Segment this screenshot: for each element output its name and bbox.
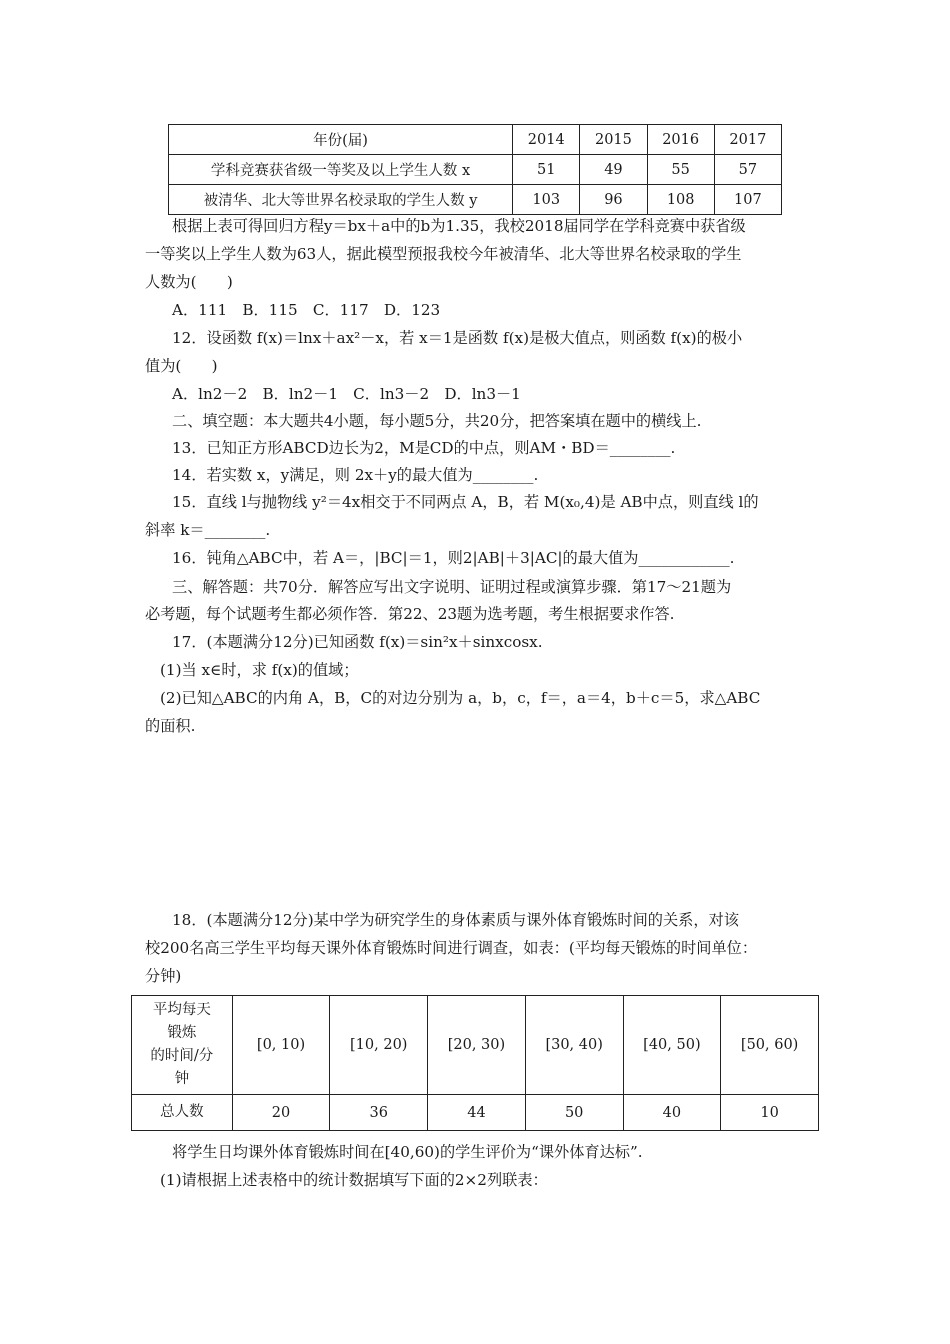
question-12-text: 12．设函数 f(x)＝lnx＋ax²－x，若 x＝1是函数 f(x)是极大值点，则函数 f(x)的极小 <box>172 329 743 347</box>
table-header-cell: 2015 <box>580 125 647 155</box>
table-row <box>169 125 782 155</box>
question-11-options: A．111 B．115 C．117 D．123 <box>172 301 441 319</box>
label-line: 平均每天 <box>152 1002 211 1018</box>
question-17-part-2: 的面积. <box>145 717 196 735</box>
table-row-label: 学科竞赛获省级一等奖及以上学生人数 x <box>169 155 513 185</box>
table-cell: 50 <box>525 1095 623 1131</box>
question-18-text: 校200名高三学生平均每天课外体育锻炼时间进行调查，如表：(平均每天锻炼的时间单位： <box>145 939 758 957</box>
question-17-text: 17．(本题满分12分)已知函数 f(x)＝sin²x＋sinxcosx. <box>172 633 543 651</box>
question-11-text: 根据上表可得回归方程y＝bx＋a中的b为1.35，我校2018届同学在学科竞赛中获省级 <box>172 217 746 235</box>
question-13-text: 13．已知正方形ABCD边长为2，M是CD的中点，则AM・BD＝________. <box>172 439 676 457</box>
table-cell: 20 <box>232 1095 330 1131</box>
label-line: 的时间/分 <box>150 1048 214 1064</box>
table-cell: 40 <box>623 1095 721 1131</box>
question-18-part-1: (1)请根据上述表格中的统计数据填写下面的2×2列联表： <box>160 1171 548 1189</box>
table-header-cell: [40, 50) <box>623 996 721 1095</box>
regression-data-table <box>168 124 782 215</box>
table-header-cell: [0, 10) <box>232 996 330 1095</box>
table-cell: 57 <box>714 155 781 185</box>
table-header-cell: [10, 20) <box>330 996 428 1095</box>
section-heading-solve: 三、解答题：共70分．解答应写出文字说明、证明过程或演算步骤．第17～21题为 <box>172 578 732 596</box>
question-18-text: 将学生日均课外体育锻炼时间在[40,60)的学生评价为“课外体育达标”. <box>172 1143 643 1161</box>
question-15-text: 斜率 k＝________. <box>145 521 271 539</box>
table-header-cell: 2014 <box>513 125 580 155</box>
exercise-time-table <box>131 995 819 1131</box>
table-header-cell: [20, 30) <box>428 996 526 1095</box>
section-heading-fill-in: 二、填空题：本大题共4小题，每小题5分，共20分，把答案填在题中的横线上. <box>172 412 702 430</box>
question-17-part-1: (1)当 x∈时，求 f(x)的值域； <box>160 661 359 679</box>
table-row <box>169 155 782 185</box>
table-row-label: 总人数 <box>132 1095 233 1131</box>
question-11-text: 一等奖以上学生人数为63人，据此模型预报我校今年被清华、北大等世界名校录取的学生 <box>145 245 742 263</box>
table-header-cell: 2017 <box>714 125 781 155</box>
table-cell: 103 <box>513 185 580 215</box>
table-row <box>132 1095 819 1131</box>
question-12-text: 值为( ) <box>145 357 218 375</box>
question-12-options: A．ln2－2 B．ln2－1 C．ln3－2 D．ln3－1 <box>172 385 521 403</box>
table-cell: 108 <box>647 185 714 215</box>
table-header-cell: 2016 <box>647 125 714 155</box>
table-cell: 96 <box>580 185 647 215</box>
table-cell: 44 <box>428 1095 526 1131</box>
table-cell: 55 <box>647 155 714 185</box>
table-row-label <box>132 996 233 1095</box>
table-header-cell: 年份(届) <box>169 125 513 155</box>
table-row-label: 被清华、北大等世界名校录取的学生人数 y <box>169 185 513 215</box>
table-cell: 49 <box>580 155 647 185</box>
section-heading-solve: 必考题，每个试题考生都必须作答．第22、23题为选考题，考生根据要求作答. <box>145 605 675 623</box>
question-18-text: 18．(本题满分12分)某中学为研究学生的身体素质与课外体育锻炼时间的关系，对该 <box>172 911 739 929</box>
table-row <box>132 996 819 1095</box>
question-15-text: 15．直线 l与抛物线 y²＝4x相交于不同两点 A，B，若 M(x₀,4)是 AB中点，则直线 l的 <box>172 493 759 511</box>
question-11-text: 人数为( ) <box>145 273 233 291</box>
table-cell: 36 <box>330 1095 428 1131</box>
question-17-part-2: (2)已知△ABC的内角 A，B，C的对边分别为 a，b，c，f＝，a＝4，b＋c＝5，求△ABC <box>160 689 761 707</box>
question-16-text: 16．钝角△ABC中，若 A＝，|BC|＝1，则2|AB|＋3|AC|的最大值为____________. <box>172 549 735 567</box>
table-header-cell: [30, 40) <box>525 996 623 1095</box>
question-18-text: 分钟) <box>145 967 182 985</box>
question-14-text: 14．若实数 x，y满足，则 2x＋y的最大值为________. <box>172 466 539 484</box>
table-cell: 107 <box>714 185 781 215</box>
table-cell: 10 <box>721 1095 819 1131</box>
table-cell: 51 <box>513 155 580 185</box>
table-header-cell: [50, 60) <box>721 996 819 1095</box>
label-line: 钟 <box>174 1071 190 1087</box>
label-line: 锻炼 <box>167 1025 197 1041</box>
table-row <box>169 185 782 215</box>
